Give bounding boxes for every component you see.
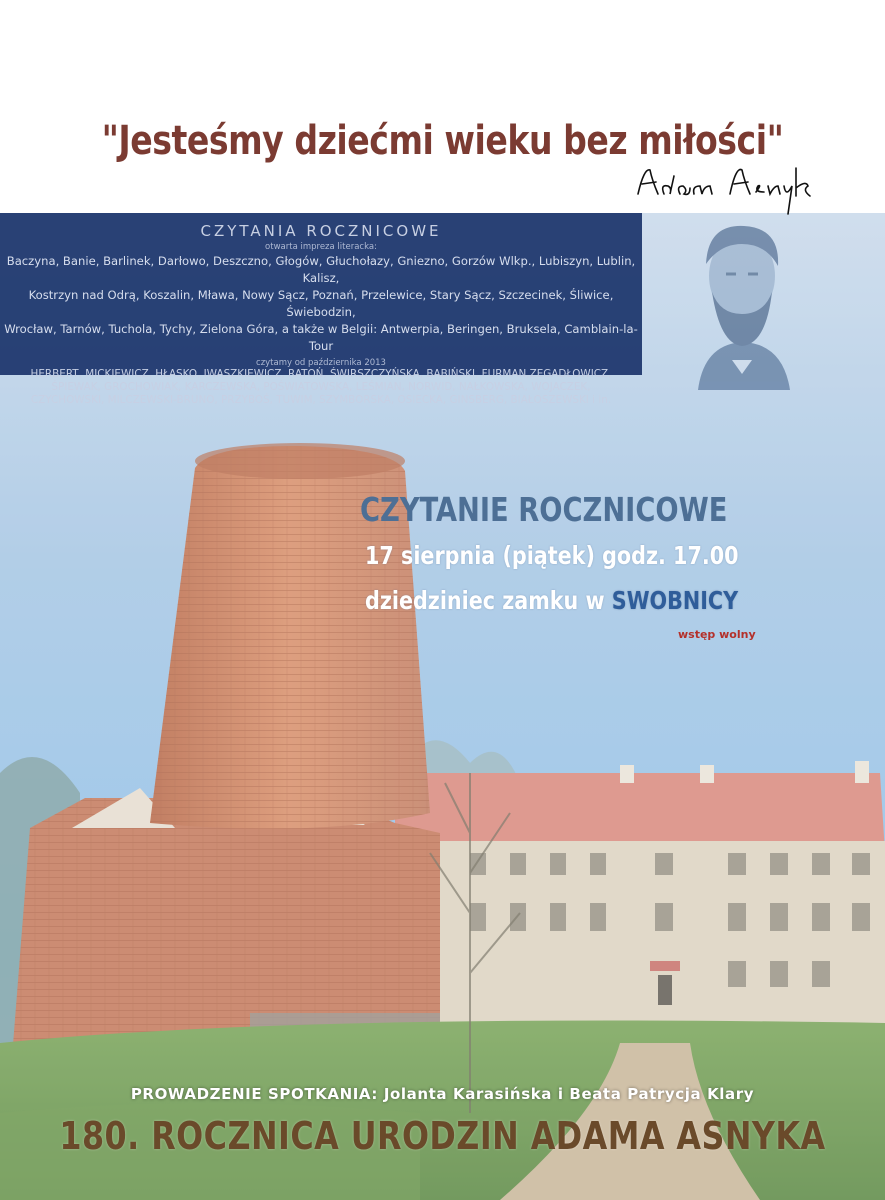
- anniversary-title: 180. ROCZNICA URODZIN ADAMA ASNYKA: [59, 1114, 826, 1158]
- event-place-name: SWOBNICY: [611, 586, 739, 615]
- signature-image: [630, 158, 820, 220]
- since-text: czytamy od października 2013: [256, 358, 386, 368]
- event-place: [365, 586, 738, 615]
- authors-line: CZYCHOWSKI, MILCZEWSKI-BRUNO, PRZYBOŚ, TUWIM, SZYMBORSKA, OSIECKA, GINSBERG, BIAŁOSZEWSKI i in.: [30, 394, 612, 406]
- portrait-image: [668, 214, 818, 390]
- entry-note: wstęp wolny: [678, 628, 756, 641]
- event-place-prefix: dziedziniec zamku w: [365, 586, 612, 615]
- quote-title: "Jesteśmy dziećmi wieku bez miłości": [101, 118, 784, 164]
- info-box: [0, 213, 642, 406]
- cities-line: Kostrzyn nad Odrą, Koszalin, Mława, Nowy Sącz, Poznań, Przelewice, Stary Sącz, Szczecinek, Śliwice, Świebodzin,: [28, 288, 614, 319]
- authors-line: HERBERT, MICKIEWICZ, HŁASKO, IWASZKIEWICZ, RATOŃ, ŚWIRSZCZYŃSKA, BABIŃSKI, FURMAN,ZEGADŁOWICZ,: [30, 368, 612, 380]
- authors-list: [3, 368, 639, 407]
- info-title: CZYTANIA ROCZNICOWE: [200, 222, 442, 240]
- cities-line: Baczyna, Banie, Barlinek, Darłowo, Deszczno, Głogów, Głuchołazy, Gniezno, Gorzów Wlkp., Lubiszyn, Lublin, Kalisz,: [6, 254, 636, 285]
- host-line: PROWADZENIE SPOTKANIA: Jolanta Karasińska i Beata Patrycja Klary: [130, 1085, 755, 1103]
- event-title: CZYTANIE ROCZNICOWE: [360, 490, 728, 529]
- info-subtitle: otwarta impreza literacka:: [265, 242, 377, 252]
- authors-line: ŚPIEWAK, GROCHOWIAK, KARCZEWSKA, POŚWIATOWSKA, LEŚMIAN, NORWID, NAŁKOWSKA, WOJACZEK,: [51, 381, 591, 393]
- event-date: 17 sierpnia (piątek) godz. 17.00: [365, 541, 739, 570]
- cities-line: Wrocław, Tarnów, Tuchola, Tychy, Zielona Góra, a także w Belgii: Antwerpia, Beringen, Bruksela, Camblain-la-Tour: [4, 322, 638, 353]
- cities-list: [4, 253, 638, 355]
